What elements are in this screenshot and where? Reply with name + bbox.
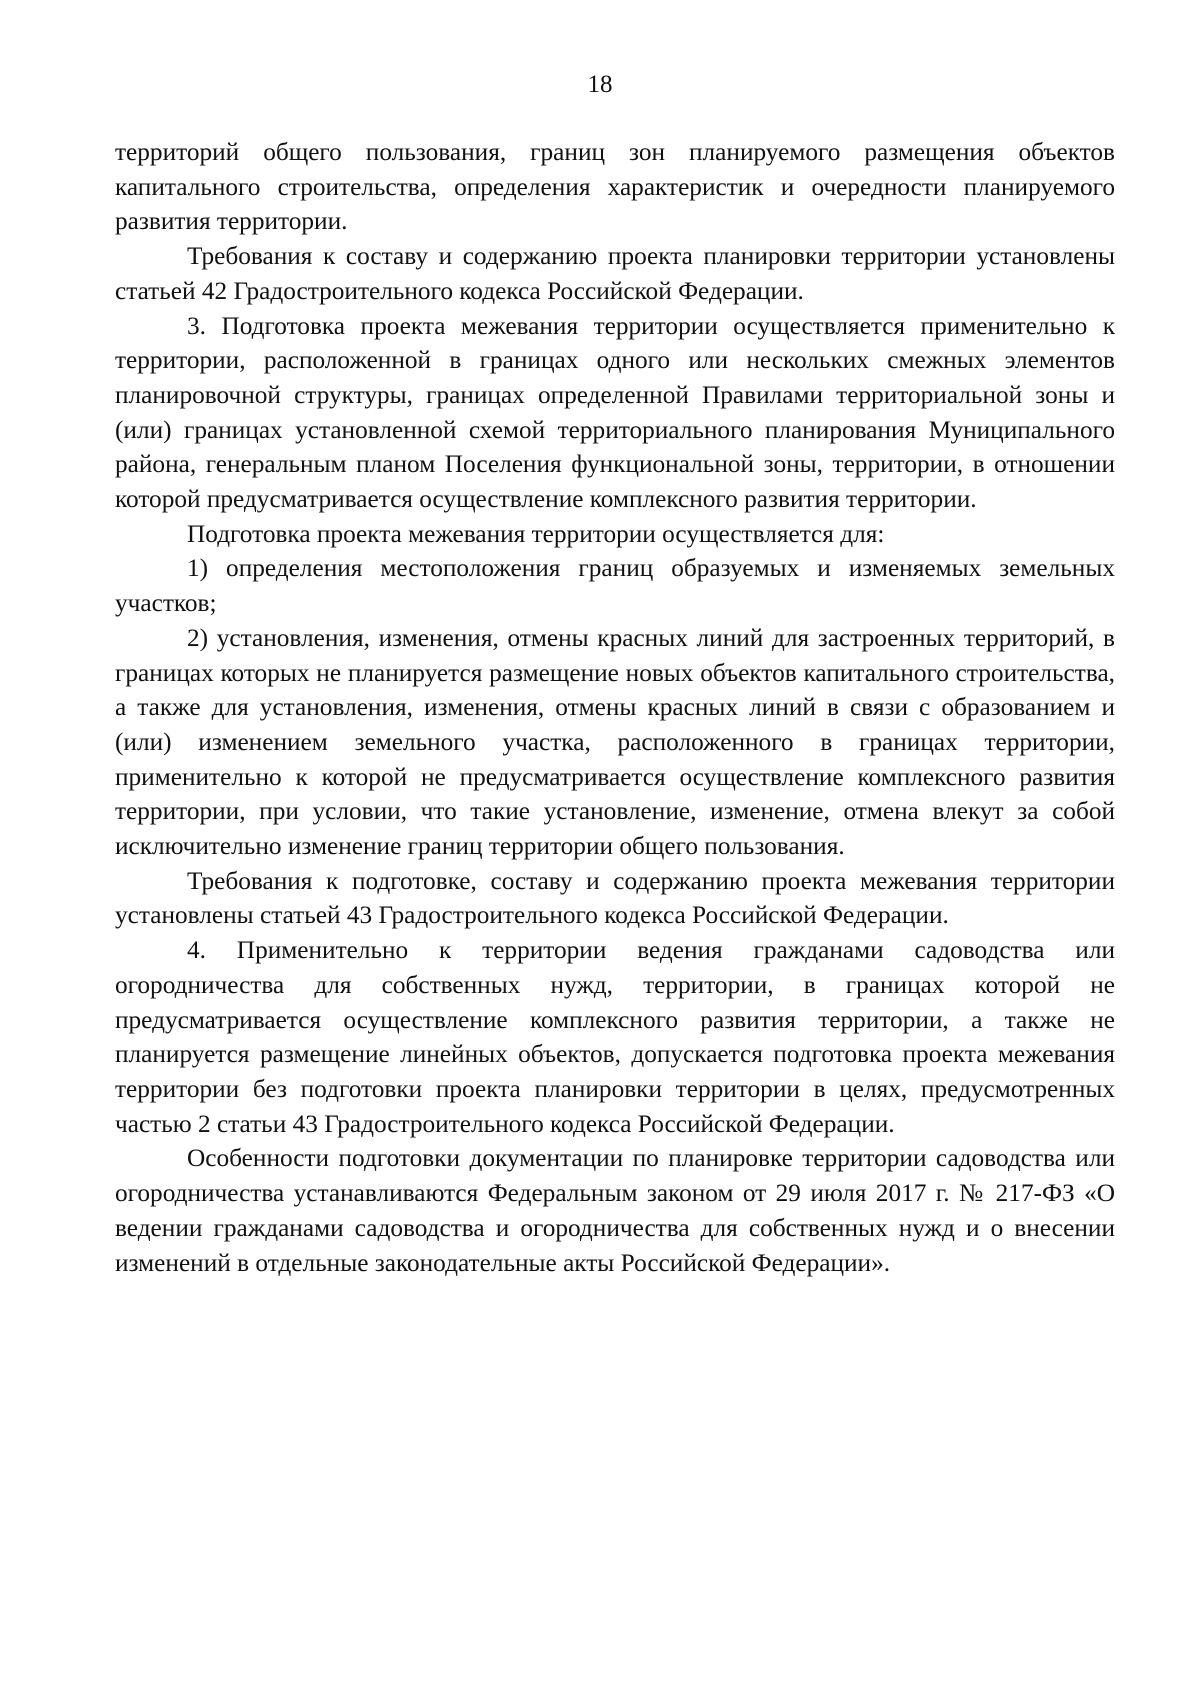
list-item: 2) установления, изменения, отмены красных линий для застроенных территорий, в границах которых не планируется размещение новых объектов капитального строительства, а также для установления, изменения, отмены красных линий в связи с образованием и (или) изменением земельного участка, расположенного в границах территории, применительно к которой не предусматривается осуществление комплексного развития территории, при условии, что такие установление, изменение, отмена влекут за собой исключительно изменение границ территории общего пользования. xyxy=(115,623,1115,861)
document-body xyxy=(115,135,1115,1280)
paragraph: 4. Применительно к территории ведения гражданами садоводства или огородничества для собственных нужд, территории, в границах которой не предусматривается осуществление комплексного развития территории, а также не планируется размещение линейных объектов, допускается подготовка проекта межевания территории без подготовки проекта планировки территории в целях, предусмотренных частью 2 статьи 43 Градостроительного кодекса Российской Федерации. xyxy=(115,936,1115,1138)
paragraph: Подготовка проекта межевания территории осуществляется для: xyxy=(187,519,885,548)
paragraph: 3. Подготовка проекта межевания территории осуществляется применительно к территории, расположенной в границах одного или нескольких смежных элементов планировочной структуры, границах определенной Правилами территориальной зоны и (или) границах установленной схемой территориального планирования Муниципального района, генеральным планом Поселения функциональной зоны, территории, в отношении которой предусматривается осуществление комплексного развития территории. xyxy=(115,311,1115,514)
paragraph: территорий общего пользования, границ зон планируемого размещения объектов капитального строительства, определения характеристик и очередности планируемого развития территории. xyxy=(115,138,1115,236)
paragraph: Требования к подготовке, составу и содержанию проекта межевания территории установлены статьей 43 Градостроительного кодекса Российской Федерации. xyxy=(115,866,1115,930)
list-item: 1) определения местоположения границ образуемых и изменяемых земельных участков; xyxy=(115,554,1115,618)
page-number: 18 xyxy=(587,71,613,98)
paragraph: Особенности подготовки документации по планировке территории садоводства или огородничества устанавливаются Федеральным законом от 29 июля 2017 г. № 217-ФЗ «О ведении гражданами садоводства и огородничества для собственных нужд и о внесении изменений в отдельные законодательные акты Российской Федерации». xyxy=(115,1144,1115,1277)
paragraph: Требования к составу и содержанию проекта планировки территории установлены статьей 42 Градостроительного кодекса Российской Федерации. xyxy=(115,242,1115,305)
